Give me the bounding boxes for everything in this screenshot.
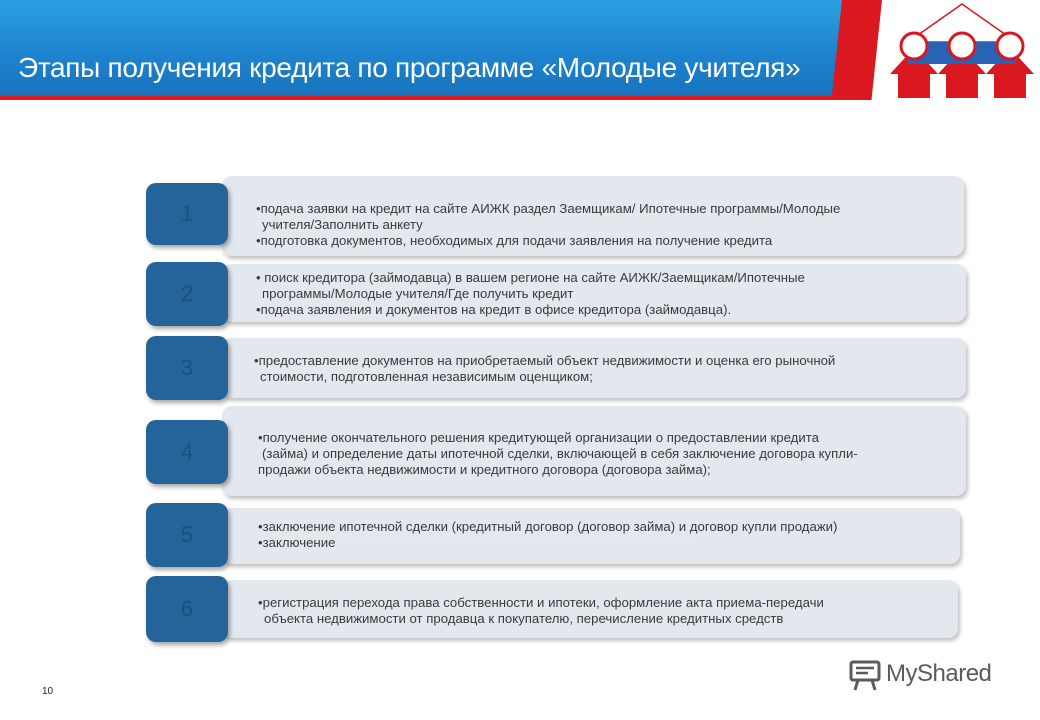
step-line: продажи объекта недвижимости и кредитного договора (договора займа); <box>258 462 711 477</box>
step-line: объекта недвижимости от продавца к покупателю, перечисление кредитных средств <box>264 611 784 626</box>
presentation-board-icon <box>848 658 882 692</box>
step-line: •подача заявки на кредит на сайте АИЖК раздел Заемщикам/ Ипотечные программы/Молодые <box>256 201 841 216</box>
houses-logo <box>888 2 1036 100</box>
watermark-text: MyShared <box>886 660 992 687</box>
step-number-box-2 <box>146 262 228 326</box>
step-number: 5 <box>180 522 194 547</box>
step-line: • поиск кредитора (займодавца) в вашем регионе на сайте АИЖК/Заемщикам/Ипотечные <box>256 270 805 285</box>
step-text-6 <box>258 595 824 627</box>
page-number: 10 <box>42 686 54 697</box>
step-number-box-5 <box>146 503 228 567</box>
step-text-3 <box>254 353 835 385</box>
step-number: 6 <box>180 596 194 621</box>
step-number: 2 <box>180 281 194 306</box>
step-line: учителя/Заполнить анкету <box>262 217 423 232</box>
step-line: •заключение ипотечной сделки (кредитный договор (договор займа) и договор купли продажи) <box>258 519 838 534</box>
step-number-box-1 <box>146 183 228 245</box>
step-number: 4 <box>180 439 194 464</box>
page-title: Этапы получения кредита по программе «Молодые учителя» <box>18 52 801 83</box>
step-line: •регистрация перехода права собственности и ипотеки, оформление акта приема-передачи <box>258 595 824 610</box>
step-line: •предоставление документов на приобретаемый объект недвижимости и оценка его рыночной <box>254 353 836 368</box>
step-number-box-6 <box>146 576 228 642</box>
step-text-5 <box>258 519 837 551</box>
step-number: 1 <box>180 201 194 226</box>
step-line: программы/Молодые учителя/Где получить кредит <box>262 286 574 301</box>
header-banner <box>0 0 868 100</box>
step-number-box-3 <box>146 336 228 400</box>
step-line: •получение окончательного решения кредитующей организации о предоставлении кредита <box>258 430 819 445</box>
step-text-1 <box>256 201 840 249</box>
step-line: •подача заявления и документов на кредит в офисе кредитора (займодавца). <box>256 302 732 317</box>
step-line-text: •заключение <box>258 535 336 550</box>
step-number-box-4 <box>146 420 228 484</box>
step-text-2 <box>256 270 805 318</box>
step-line: (займа) и определение даты ипотечной сделки, включающей в себя заключение договора купли- <box>262 446 858 461</box>
step-text-4 <box>258 430 858 478</box>
step-line <box>258 535 837 551</box>
step-line: •подготовка документов, необходимых для подачи заявления на получение кредита <box>256 233 773 248</box>
step-number: 3 <box>180 355 194 380</box>
step-line: стоимости, подготовленная независимым оценщиком; <box>260 369 593 384</box>
watermark <box>848 656 1008 696</box>
faded-link-placeholder: ────────────────────────────────────── <box>335 535 691 550</box>
